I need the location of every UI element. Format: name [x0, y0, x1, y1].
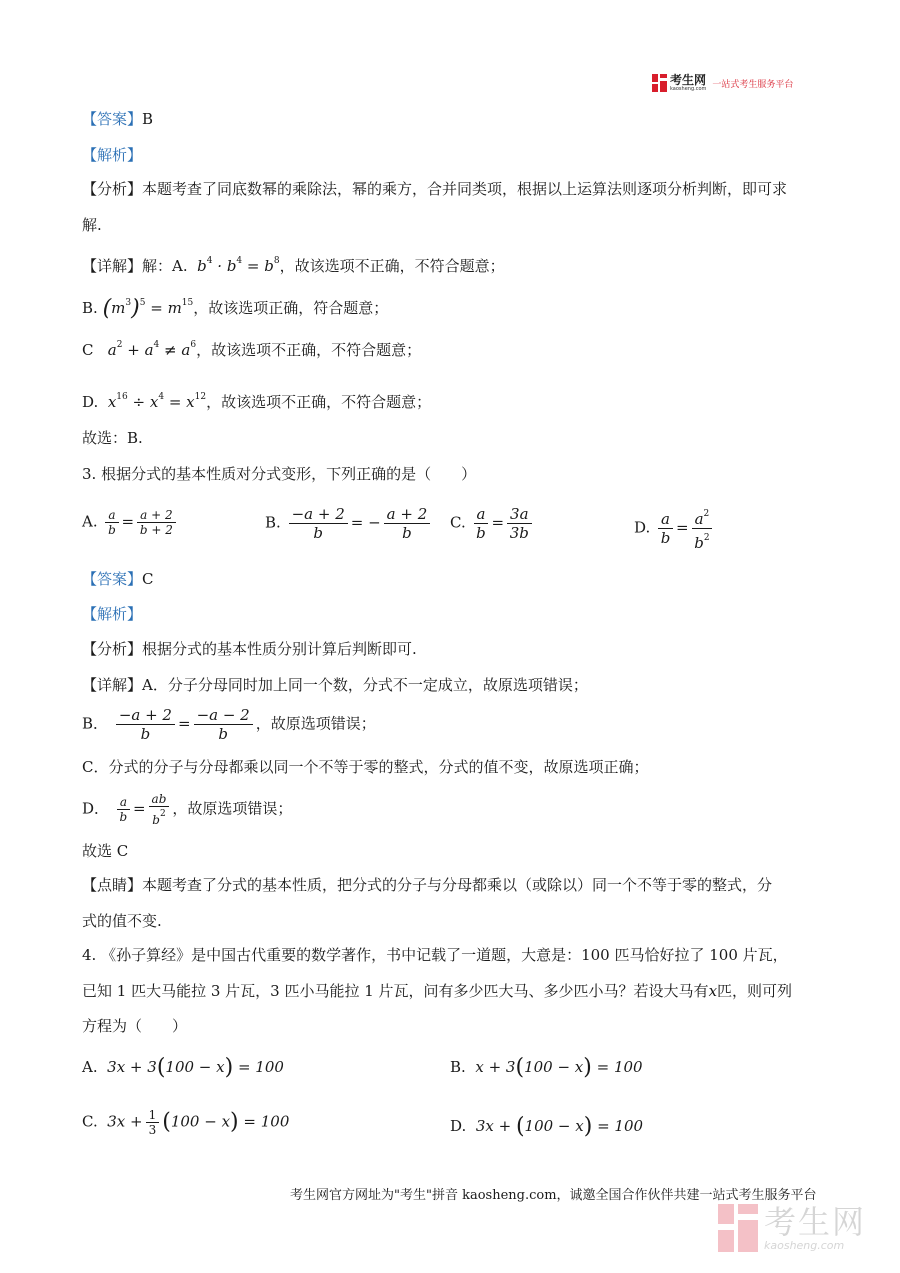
header-slogan: 一站式考生服务平台 [712, 79, 794, 90]
q3-answer-line [82, 568, 154, 590]
opt-b-label: B. [450, 1058, 466, 1076]
kaosheng-logo-icon [652, 74, 667, 92]
q2-answer-line [82, 108, 153, 130]
q3-analysis-label: 【解析】 [82, 605, 143, 623]
opt-a-label: A. [82, 512, 98, 531]
dianjing-text: 本题考查了分式的基本性质，把分式的分子与分母都乘以（或除以）同一个不等于零的整式，分 [142, 876, 773, 894]
opt-c-label: C. [450, 513, 466, 532]
formula-a: $b^4 \cdot b^4 = b^8$ [192, 256, 280, 275]
d-prefix: D. [82, 393, 99, 411]
q2-detail-c [82, 334, 421, 361]
q4-option-b: B. x + 3(100 − x) = 100 [450, 1055, 643, 1080]
stem2-var: x [708, 982, 718, 1000]
q3-option-b: B. $\frac{-a + 2}{b}$ = − $\frac{a + 2}{b}$ [265, 505, 433, 542]
formula-c: $a^2 + a^4 \ne a^6$ [98, 340, 197, 359]
fenxi-text: 本题考查了同底数幂的乘除法，幂的乘方，合并同类项，根据以上运算法则逐项分析判断，即可求 [142, 180, 788, 198]
logo-name: 考生网 [670, 72, 707, 87]
stem2-end: 匹，则可列 [717, 982, 793, 1000]
watermark-domain: kaosheng.com [764, 1238, 845, 1252]
watermark-logo-icon [718, 1204, 758, 1252]
q3-option-a: A. $\frac{a}{b}$ = $\frac{a + 2}{b + 2}$ [82, 508, 179, 537]
a-text: ，故该选项不正确，不符合题意； [279, 257, 505, 275]
q3-detail-c: C．分式的分子与分母都乘以同一个不等于零的整式，分式的值不变，故原选项正确； [82, 758, 649, 776]
q2-detail-a [82, 250, 505, 277]
xiangjie-label: 【详解】 [82, 676, 143, 694]
q2-detail-b [82, 292, 388, 320]
opt-c-label: C. [82, 1112, 98, 1131]
opt-a-label: A. [82, 1058, 98, 1076]
d-text: ，故该选项不正确，不符合题意； [206, 393, 432, 411]
q2-fenxi-line [82, 178, 787, 200]
header-logo [652, 72, 793, 94]
opt-d-label: D. [634, 518, 651, 537]
q3-detail-d: D． $\frac{a}{b}$ = $\frac{ab}{b^2}$ ，故原选项错误； [82, 792, 293, 827]
watermark [718, 1204, 866, 1252]
page-footer: 考生网官方网址为"考生"拼音 kaosheng.com，诚邀全国合作伙伴共建一站式考生服务平台 [290, 1188, 817, 1203]
q3-detail-b: B． $\frac{-a + 2}{b}$ = $\frac{-a - 2}{b}$ ，故原选项错误； [82, 706, 376, 743]
q3-answer: C [142, 570, 154, 588]
q4-stem-line1: 4. 《孙子算经》是中国古代重要的数学著作，书中记载了一道题，大意是：100 匹马恰好拉了 100 片瓦， [82, 946, 788, 964]
c-prefix: C [82, 341, 94, 359]
fenxi-label: 【分析】 [82, 640, 143, 658]
q2-analysis-label: 【解析】 [82, 146, 143, 164]
d-prefix: D． [82, 799, 110, 818]
b-text: ，故原选项错误； [255, 714, 376, 733]
opt-b-label: B. [265, 513, 281, 532]
detail-a-text: A．分子分母同时加上同一个数，分式不一定成立，故原选项错误； [142, 676, 588, 694]
q2-detail-d [82, 386, 431, 413]
b-prefix: B. [82, 299, 98, 317]
q4-option-d: D. 3x + (100 − x) = 100 [450, 1114, 644, 1139]
q3-option-c: C. $\frac{a}{b}$ = $\frac{3a}{3b}$ [450, 505, 535, 542]
stem2-text: 已知 1 匹大马能拉 3 片瓦，3 匹小马能拉 1 片瓦，问有多少匹大马、多少匹小马？若设大马有 [82, 982, 709, 1000]
watermark-title: 考生网 [764, 1202, 867, 1241]
formula-b: $(m^3)^5 = m^{15}$ [102, 296, 194, 321]
b-text: ，故该选项正确，符合题意； [193, 299, 389, 317]
q3-dianjing-line [82, 874, 772, 896]
q3-detail-a [82, 674, 588, 696]
a-prefix: 解：A. [142, 257, 188, 275]
formula-d: $x^{16} \div x^4 = x^{12}$ [103, 392, 207, 411]
q3-stem: 3. 根据分式的基本性质对分式变形，下列正确的是（ ） [82, 465, 477, 483]
answer-label: 【答案】 [82, 110, 143, 128]
q3-fenxi-line [82, 638, 417, 660]
d-text: ，故原选项错误； [172, 799, 293, 818]
c-text: ，故该选项不正确，不符合题意； [196, 341, 422, 359]
answer-label: 【答案】 [82, 570, 143, 588]
q4-stem-line2 [82, 980, 792, 1002]
fenxi-text: 根据分式的基本性质分别计算后判断即可. [142, 640, 417, 658]
q3-dianjing-line2: 式的值不变. [82, 912, 162, 930]
q4-option-a: A. 3x + 3(100 − x) = 100 [82, 1055, 284, 1080]
dianjing-label: 【点睛】 [82, 876, 143, 894]
fenxi-label: 【分析】 [82, 180, 143, 198]
q2-answer: B [142, 110, 154, 128]
b-prefix: B． [82, 714, 109, 733]
opt-d-label: D. [450, 1117, 467, 1135]
logo-domain: kaosheng.com [670, 85, 707, 92]
q4-option-c: C. 3x + $\frac{1}{3}$ (100 − x) = 100 [82, 1108, 290, 1137]
xiangjie-label: 【详解】 [82, 257, 143, 275]
q2-fenxi-line2: 解. [82, 216, 102, 234]
q3-conclusion: 故选 C [82, 842, 129, 860]
q2-conclusion: 故选：B. [82, 429, 143, 447]
q4-stem-line3: 方程为（ ） [82, 1017, 188, 1035]
q3-option-d: D. $\frac{a}{b}$ = $\frac{a^2}{b^2}$ [634, 505, 715, 552]
